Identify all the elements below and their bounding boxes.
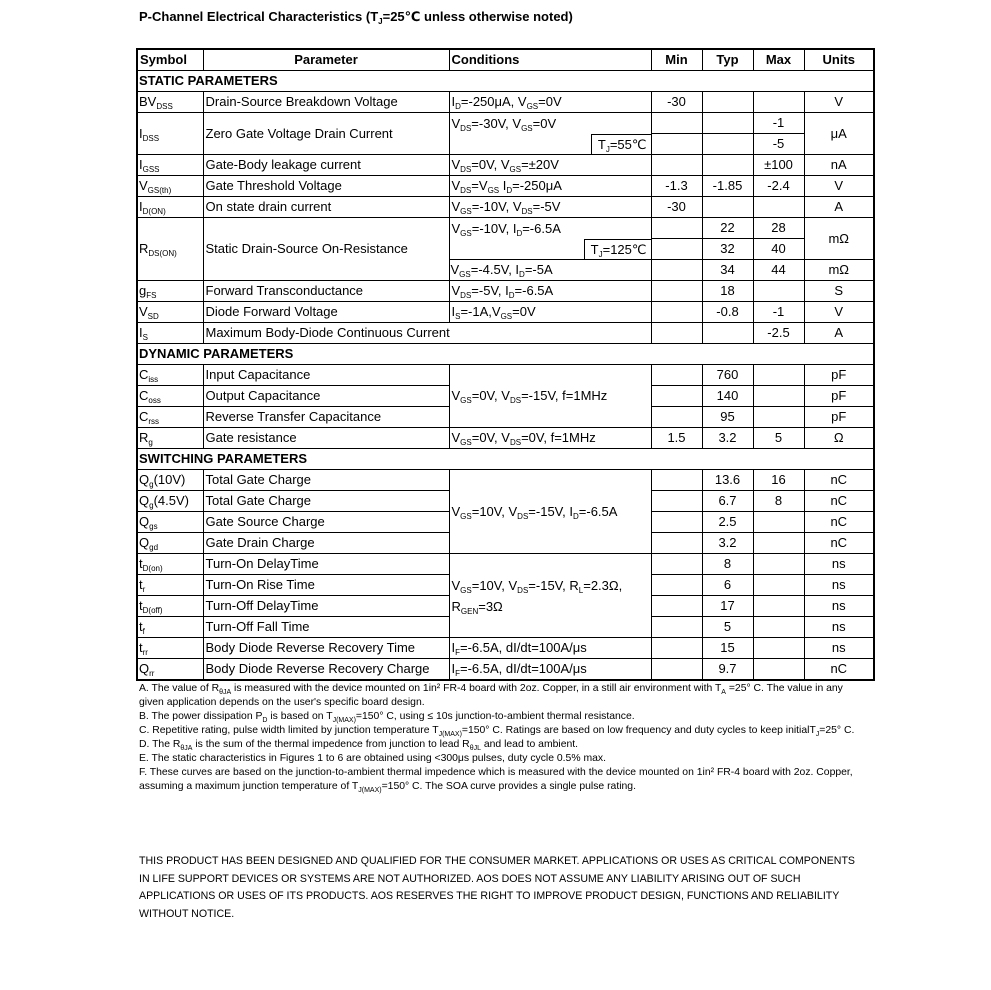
max-cell [753,407,804,428]
min-cell [651,470,702,491]
parameter-cell: Drain-Source Breakdown Voltage [203,92,449,113]
typ-cell: 18 [702,281,753,302]
typ-cell: 6 [702,575,753,596]
conditions-cell [449,554,651,638]
parameter-cell: Turn-Off DelayTime [203,596,449,617]
typ-cell: 6.7 [702,491,753,512]
typ-cell: 760 [702,365,753,386]
footnote-b: B. The power dissipation $P_D$ is based on $T_{J(MAX)}=150^\circ$ C, using ≤ 10s junction-to-ambient thermal resistance. [139,711,635,724]
conditions-cell: $I_D=-250\mu A$, $V_{GS}=0V$ [449,92,651,113]
footnote-f: F. These curves are based on the junction-to-ambient thermal impedence which is measured with the device mounted on 1in² FR-4 board with 2oz. Copper, assuming a maximum junction temperature of $T_{J(MAX)}=150^\circ$ C. The SOA curve provides a single pulse rating. [139,767,853,794]
conditions-cell: $V_{GS}=0V$, $V_{DS}=-15V$, f=1MHz [449,365,651,428]
units-cell: nC [804,659,874,681]
conditions-cell [449,218,651,260]
header-symbol: Symbol [137,49,203,71]
min-cell [651,302,702,323]
symbol-cell: $I_{GSS}$ [137,155,203,176]
tj-condition: $T_J=125℃$ [584,239,651,259]
symbol-cell: $t_{rr}$ [137,638,203,659]
min-cell [651,155,702,176]
footnote-d: D. The $R_{\theta JA}$ is the sum of the thermal impedence from junction to lead $R_{\theta JL}$ and lead to ambient. [139,739,579,752]
table-row [137,218,874,239]
table-row [137,365,874,386]
header-parameter: Parameter [203,49,449,71]
parameter-cell: Turn-Off Fall Time [203,617,449,638]
max-cell: -1 [753,302,804,323]
symbol-cell: $t_{D(off)}$ [137,596,203,617]
table-row [137,554,874,575]
min-cell [651,365,702,386]
table-row [137,197,874,218]
parameter-cell: Gate-Body leakage current [203,155,449,176]
symbol-cell: $V_{GS(th)}$ [137,176,203,197]
symbol-cell: $Q_g(4.5V)$ [137,491,203,512]
conditions-cell [449,113,651,155]
units-cell: mΩ [804,218,874,260]
min-cell [651,323,702,344]
header-min: Min [651,49,702,71]
header-conditions: Conditions [449,49,651,71]
parameter-cell: Gate Drain Charge [203,533,449,554]
typ-cell [702,113,753,134]
parameter-cell: Zero Gate Voltage Drain Current [203,113,449,155]
section-static: STATIC PARAMETERS [137,71,874,92]
units-cell: ns [804,638,874,659]
max-cell: 40 [753,239,804,260]
typ-cell: -0.8 [702,302,753,323]
footnotes [139,682,859,794]
symbol-cell: $C_{iss}$ [137,365,203,386]
max-cell [753,638,804,659]
symbol-cell: $g_{FS}$ [137,281,203,302]
electrical-characteristics-table [136,48,875,681]
condition-line-1: $V_{GS}=10V$, $V_{DS}=-15V$, $R_L=2.3\Omega$, [451,577,623,595]
typ-cell: 22 [702,218,753,239]
symbol-cell: $BV_{DSS}$ [137,92,203,113]
symbol-cell: $I_{D(ON)}$ [137,197,203,218]
units-cell: ns [804,617,874,638]
parameter-cell: Total Gate Charge [203,491,449,512]
typ-cell: 5 [702,617,753,638]
table-row [137,638,874,659]
units-cell: pF [804,386,874,407]
min-cell [651,575,702,596]
disclaimer: THIS PRODUCT HAS BEEN DESIGNED AND QUALIFIED FOR THE CONSUMER MARKET. APPLICATIONS OR USES AS CRITICAL COMPONENTS IN LIFE SUPPORT DEVICES OR SYSTEMS ARE NOT AUTHORIZED. AOS DOES NOT ASSUME ANY LIABILITY ARISING OUT OF SUCH APPLICATIONS OR USES OF ITS PRODUCTS. AOS RESERVES THE RIGHT TO IMPROVE PRODUCT DESIGN, FUNCTIONS AND RELIABILITY WITHOUT NOTICE. [139,855,855,920]
min-cell: -1.3 [651,176,702,197]
typ-cell: 17 [702,596,753,617]
min-cell [651,638,702,659]
max-cell [753,575,804,596]
max-cell: 44 [753,260,804,281]
footnote-a: A. The value of $R_{\theta JA}$ is measured with the device mounted on 1in² FR-4 board with 2oz. Copper, in a still air environment with $T_A =25^\circ$ C. The value in any given application depends on the user's specific board design. [139,683,843,708]
parameter-cell: Static Drain-Source On-Resistance [203,218,449,281]
conditions-cell: $I_S=-1A,V_{GS}=0V$ [449,302,651,323]
max-cell [753,659,804,681]
min-cell [651,533,702,554]
header-units: Units [804,49,874,71]
min-cell [651,134,702,155]
parameter-cell: On state drain current [203,197,449,218]
max-cell: -5 [753,134,804,155]
min-cell [651,554,702,575]
parameter-cell: Gate resistance [203,428,449,449]
symbol-cell: $I_{DSS}$ [137,113,203,155]
typ-cell: 3.2 [702,533,753,554]
typ-cell: 140 [702,386,753,407]
min-cell: -30 [651,92,702,113]
units-cell: ns [804,596,874,617]
units-cell: ns [804,575,874,596]
min-cell [651,596,702,617]
min-cell [651,113,702,134]
table-row [137,323,874,344]
symbol-cell: $R_g$ [137,428,203,449]
table-row [137,155,874,176]
parameter-cell: Reverse Transfer Capacitance [203,407,449,428]
typ-cell [702,92,753,113]
symbol-cell: $V_{SD}$ [137,302,203,323]
conditions-cell: $I_F=-6.5A$, dI/dt=100A/μs [449,659,651,681]
header-max: Max [753,49,804,71]
table-row [137,659,874,681]
min-cell [651,239,702,260]
typ-cell: 9.7 [702,659,753,681]
symbol-cell: $C_{oss}$ [137,386,203,407]
parameter-cell: Gate Source Charge [203,512,449,533]
max-cell: -2.4 [753,176,804,197]
min-cell: -30 [651,197,702,218]
symbol-cell: $Q_{gs}$ [137,512,203,533]
symbol-cell: $R_{DS(ON)}$ [137,218,203,281]
units-cell: nC [804,491,874,512]
symbol-cell: $C_{rss}$ [137,407,203,428]
max-cell: 28 [753,218,804,239]
symbol-cell: $t_r$ [137,575,203,596]
parameter-cell: Body Diode Reverse Recovery Time [203,638,449,659]
units-cell: V [804,92,874,113]
max-cell: 16 [753,470,804,491]
units-cell: mΩ [804,260,874,281]
parameter-cell: Maximum Body-Diode Continuous Current [203,323,651,344]
conditions-cell: $V_{DS}=-5V$, $I_D=-6.5A$ [449,281,651,302]
table-row [137,176,874,197]
max-cell [753,596,804,617]
units-cell: nC [804,512,874,533]
typ-cell: 2.5 [702,512,753,533]
units-cell: V [804,176,874,197]
units-cell: S [804,281,874,302]
typ-cell [702,155,753,176]
typ-cell: -1.85 [702,176,753,197]
min-cell [651,491,702,512]
min-cell [651,260,702,281]
condition-text: $V_{DS}=-30V$, $V_{GS}=0V$ [451,116,557,133]
units-cell: nC [804,470,874,491]
table-row [137,302,874,323]
typ-cell: 13.6 [702,470,753,491]
max-cell: -2.5 [753,323,804,344]
min-cell [651,617,702,638]
section-row [137,449,874,470]
symbol-cell: $t_{D(on)}$ [137,554,203,575]
max-cell [753,533,804,554]
conditions-cell: $V_{DS}=V_{GS}$ $I_D=-250\mu A$ [449,176,651,197]
typ-cell [702,323,753,344]
section-dynamic: DYNAMIC PARAMETERS [137,344,874,365]
units-cell: nA [804,155,874,176]
conditions-cell: $V_{GS}=-4.5V$, $I_D=-5A$ [449,260,651,281]
parameter-cell: Turn-On Rise Time [203,575,449,596]
max-cell: -1 [753,113,804,134]
condition-text: $V_{GS}=-10V$, $I_D=-6.5A$ [451,221,561,238]
table-header-row [137,49,874,71]
max-cell [753,365,804,386]
min-cell [651,407,702,428]
footnote-c: C. Repetitive rating, pulse width limited by junction temperature $T_{J(MAX)}=150^\circ$ C. Ratings are based on low frequency and duty cycles to keep initialT$_J$=25° C. [139,725,855,738]
units-cell: A [804,197,874,218]
units-cell: pF [804,365,874,386]
max-cell [753,386,804,407]
typ-cell: 3.2 [702,428,753,449]
min-cell [651,218,702,239]
parameter-cell: Turn-On DelayTime [203,554,449,575]
typ-cell [702,197,753,218]
parameter-cell: Total Gate Charge [203,470,449,491]
parameter-cell: Input Capacitance [203,365,449,386]
conditions-cell: $V_{GS}=0V$, $V_{DS}=0V$, f=1MHz [449,428,651,449]
table-row [137,92,874,113]
parameter-cell: Forward Transconductance [203,281,449,302]
symbol-cell: $t_f$ [137,617,203,638]
parameter-cell: Output Capacitance [203,386,449,407]
max-cell [753,281,804,302]
min-cell [651,281,702,302]
typ-cell [702,134,753,155]
symbol-cell: $Q_{gd}$ [137,533,203,554]
units-cell: Ω [804,428,874,449]
units-cell: A [804,323,874,344]
min-cell [651,386,702,407]
conditions-cell: $V_{DS}=0V$, $V_{GS}=\pm 20V$ [449,155,651,176]
max-cell: 5 [753,428,804,449]
typ-cell: 8 [702,554,753,575]
max-cell [753,92,804,113]
units-cell: pF [804,407,874,428]
conditions-cell: $I_F=-6.5A$, dI/dt=100A/μs [449,638,651,659]
parameter-cell: Diode Forward Voltage [203,302,449,323]
max-cell [753,197,804,218]
table-row [137,428,874,449]
table-row [137,470,874,491]
header-typ: Typ [702,49,753,71]
condition-line-2: $R_{GEN}=3\Omega$ [451,598,503,616]
conditions-cell: $V_{GS}=-10V$, $V_{DS}=-5V$ [449,197,651,218]
max-cell: ±100 [753,155,804,176]
section-row [137,344,874,365]
max-cell [753,554,804,575]
parameter-cell: Gate Threshold Voltage [203,176,449,197]
symbol-cell: $Q_{rr}$ [137,659,203,681]
min-cell: 1.5 [651,428,702,449]
min-cell [651,512,702,533]
units-cell: μA [804,113,874,155]
parameter-cell: Body Diode Reverse Recovery Charge [203,659,449,681]
units-cell: V [804,302,874,323]
max-cell [753,512,804,533]
page-title: P-Channel Electrical Characteristics ($T_J=25℃$ unless otherwise noted) [139,9,573,26]
tj-condition: $T_J=55℃$ [591,134,651,154]
units-cell: nC [804,533,874,554]
typ-cell: 95 [702,407,753,428]
table-row [137,281,874,302]
max-cell [753,617,804,638]
min-cell [651,659,702,681]
units-cell: ns [804,554,874,575]
table-row [137,113,874,134]
footnote-e: E. The static characteristics in Figures 1 to 6 are obtained using <300μs pulses, duty cycle 0.5% max. [139,753,606,764]
typ-cell: 32 [702,239,753,260]
section-switching: SWITCHING PARAMETERS [137,449,874,470]
symbol-cell: $I_S$ [137,323,203,344]
typ-cell: 15 [702,638,753,659]
section-row [137,71,874,92]
max-cell: 8 [753,491,804,512]
conditions-cell: $V_{GS}=10V$, $V_{DS}=-15V$, $I_D=-6.5A$ [449,470,651,554]
symbol-cell: $Q_g(10V)$ [137,470,203,491]
typ-cell: 34 [702,260,753,281]
